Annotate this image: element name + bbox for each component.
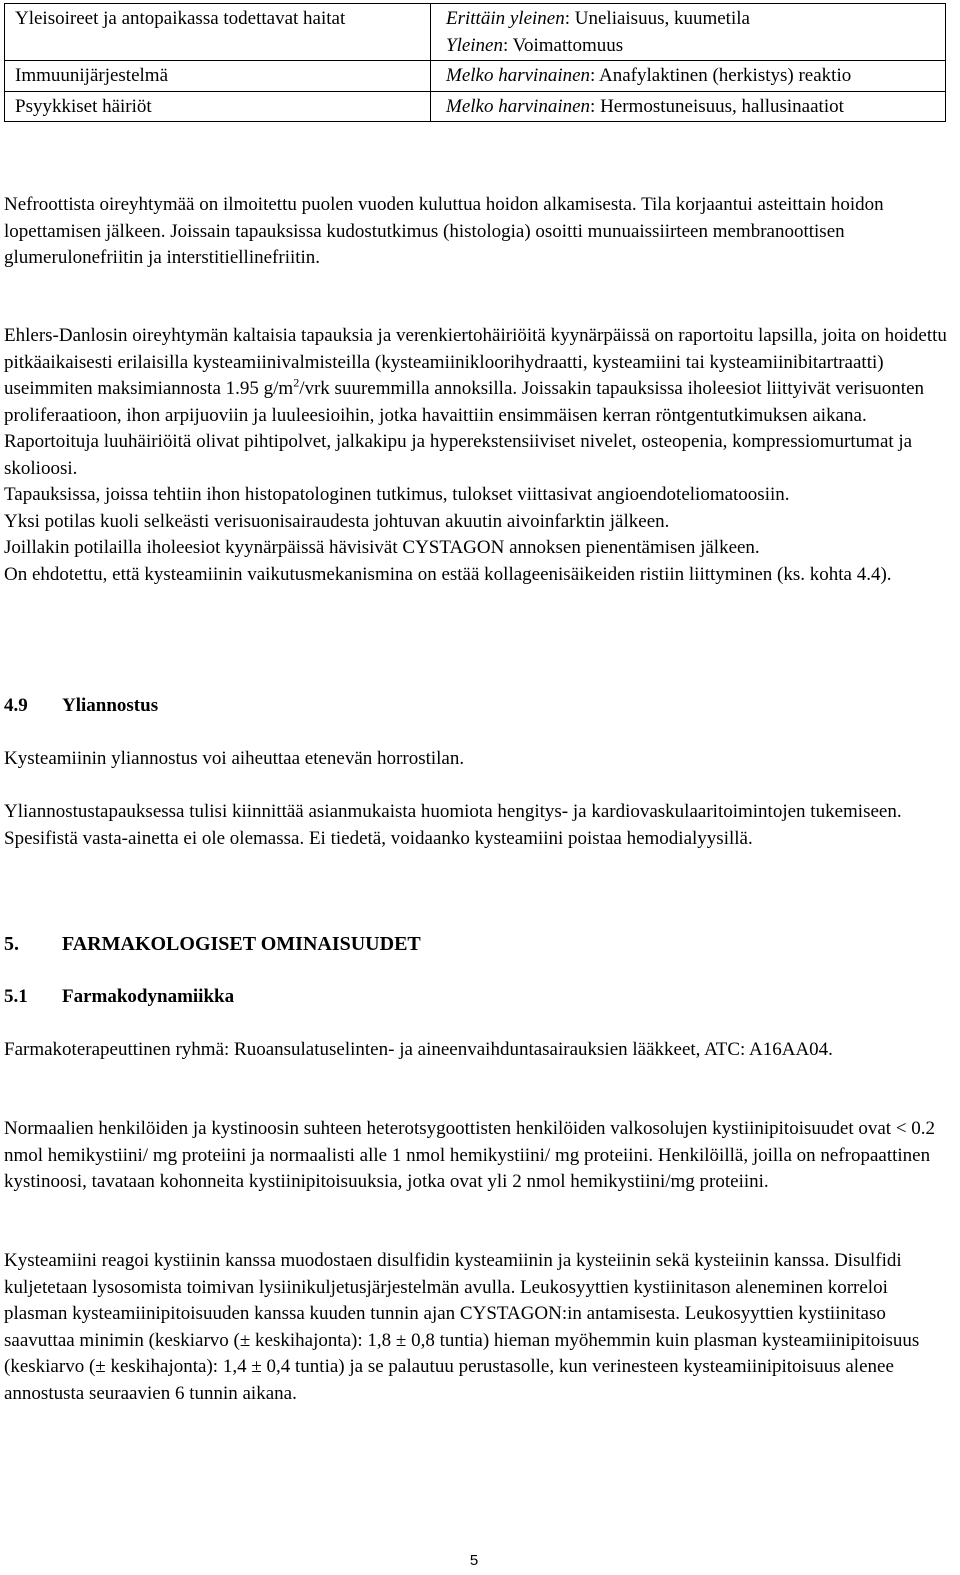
organ-system-cell: Psyykkiset häiriöt [5,91,431,122]
overdose-paragraph: Kysteamiinin yliannostus voi aiheuttaa etenevän horrostilan. [4,748,465,769]
table-row [5,61,946,92]
pharmacotherapeutic-group-paragraph: Farmakoterapeuttinen ryhmä: Ruoansulatuselinten- ja aineenvaihduntasairauksien lääkkeet, ATC: A16AA04. [4,1039,833,1060]
frequency-label: Melko harvinainen [446,95,591,117]
frequency-entry [446,63,935,90]
ehlers-danlos-text [4,323,954,482]
mechanism-paragraph: Kysteamiini reagoi kystiinin kanssa muodostaen disulfidin kysteamiinin ja kysteiinin sekä kysteiinin kanssa. Disulfidi kuljetetaan lysosomista toimivan lysiinikuljetusjärjestelmän avulla. Leukosyyttien kystiinitason aleneminen korreloi plasman kysteamiinipitoisuuden kanssa kuuden tunnin ajan CYSTAGON:in antamisesta. Leukosyyttien kystiinitaso saavuttaa minimin (keskiarvo (± keskihajonta): 1,8 ± 0,8 tuntia) hieman myöhemmin kuin plasman kysteamiinipitoisuus (keskiarvo (± keskihajonta): 1,4 ± 0,4 tuntia) ja se palautuu perustasolle, kun verinesteen kysteamiinipitoisuus alenee annostusta seuraavien 6 tunnin aikana. [4,1250,920,1404]
section-title: FARMAKOLOGISET OMINAISUUDET [62,933,421,955]
frequency-label: Melko harvinainen [446,65,591,86]
section-number: 4.9 [4,695,28,716]
mechanism-text: On ehdotettu, että kysteamiinin vaikutusmekanismina on estää kollageenisäikeiden ristiin liittyminen (ks. kohta 4.4). [4,563,892,585]
frequency-label: Yleinen [446,34,503,56]
organ-system-cell: Yleisoireet ja antopaikassa todettavat haitat [5,4,431,61]
effect-text: : Voimattomuus [503,34,624,56]
frequency-entry [446,33,935,60]
organ-system-cell: Immuunijärjestelmä [5,61,431,92]
superscript: 2 [293,375,300,390]
frequency-label: Erittäin yleinen [446,8,565,29]
nephrotic-syndrome-paragraph: Nefroottista oireyhtymää on ilmoitettu puolen vuoden kuluttua hoidon alkamisesta. Tila korjaantui asteittain hoidon lopettamisen jälkeen. Joissain tapauksissa kudostutkimus (histologia) osoitti munuaissiirteen membranoottisen glumerulonefriitin ja interstitiellinefriitin. [4,194,884,268]
fatal-case-text: Yksi potilas kuoli selkeästi verisuonisairaudesta johtuvan akuutin aivoinfarktin jälkeen. [4,510,670,532]
cystine-levels-paragraph: Normaalien henkilöiden ja kystinoosin suhteen heterotsygoottisten henkilöiden valkosolujen kystiinipitoisuudet ovat < 0.2 nmol hemikystiini/ mg proteiini ja normaalisti alle 1 nmol hemikystiini/ mg proteiini. Henkilöillä, joilla on nefropaattinen kystinoosi, tavataan kohonneita kystiinipitoisuuksia, jotka ovat yli 2 nmol hemikystiini/mg proteiini. [4,1118,936,1192]
effect-text: : Hermostuneisuus, hallusinaatiot [590,95,844,117]
histopathology-text: Tapauksissa, joissa tehtiin ihon histopatologinen tutkimus, tulokset viittasivat angioendoteliomatoosiin. [4,484,790,505]
effect-text: : Anafylaktinen (herkistys) reaktio [590,65,852,86]
frequency-cell [431,61,946,92]
page-number: 5 [469,1552,479,1569]
section-heading-4-9 [4,693,954,720]
section-title: Yliannostus [62,695,159,716]
table-row [5,4,946,61]
frequency-cell [431,4,946,61]
section-title: Farmakodynamiikka [62,986,235,1007]
section-number: 5. [4,933,19,955]
adverse-effects-table [4,3,946,122]
effect-text: : Uneliaisuus, kuumetila [564,8,750,29]
section-heading-5 [4,931,954,958]
table-row [5,91,946,122]
section-number: 5.1 [4,986,28,1007]
frequency-entry [446,6,935,33]
section-heading-5-1 [4,984,954,1011]
frequency-cell [431,91,946,122]
ehlers-danlos-paragraph [4,323,954,588]
paragraph-text: /vrk suuremmilla annoksilla. Joissakin tapauksissa iholeesiot liittyivät verisuonten proliferaatioon, ihon arpijuoviin ja luuleesioihin, jotka havaittiin ensimmäisen kerran röntgentutkimuksen aikana. Raportoituja luuhäiriöitä olivat pihtipolvet, jalkakipu ja hyperekstensiiviset nivelet, osteopenia, kompressiomurtumat ja skolioosi. [4,378,925,479]
overdose-management-paragraph: Yliannostustapauksessa tulisi kiinnittää asianmukaista huomiota hengitys- ja kardiovaskulaaritoimintojen tukemiseen. Spesifistä vasta-ainetta ei ole olemassa. Ei tiedetä, voidaanko kysteamiini poistaa hemodialyysillä. [4,801,902,849]
paragraph-text: Ehlers-Danlosin oireyhtymän kaltaisia tapauksia ja verenkiertohäiriöitä kyynärpäissä on raportoitu lapsilla, joita on hoidettu pitkäaikaisesti erilaisilla kysteamiinivalmisteilla (kysteamiinikloorihydraatti, kysteamiini tai kysteamiinibitartraatti) useimmiten maksimiannosta 1.95 g/m [4,325,947,399]
frequency-entry [446,94,935,121]
dose-reduction-text: Joillakin potilailla iholeesiot kyynärpäissä hävisivät CYSTAGON annoksen pienentämisen jälkeen. [4,537,760,558]
